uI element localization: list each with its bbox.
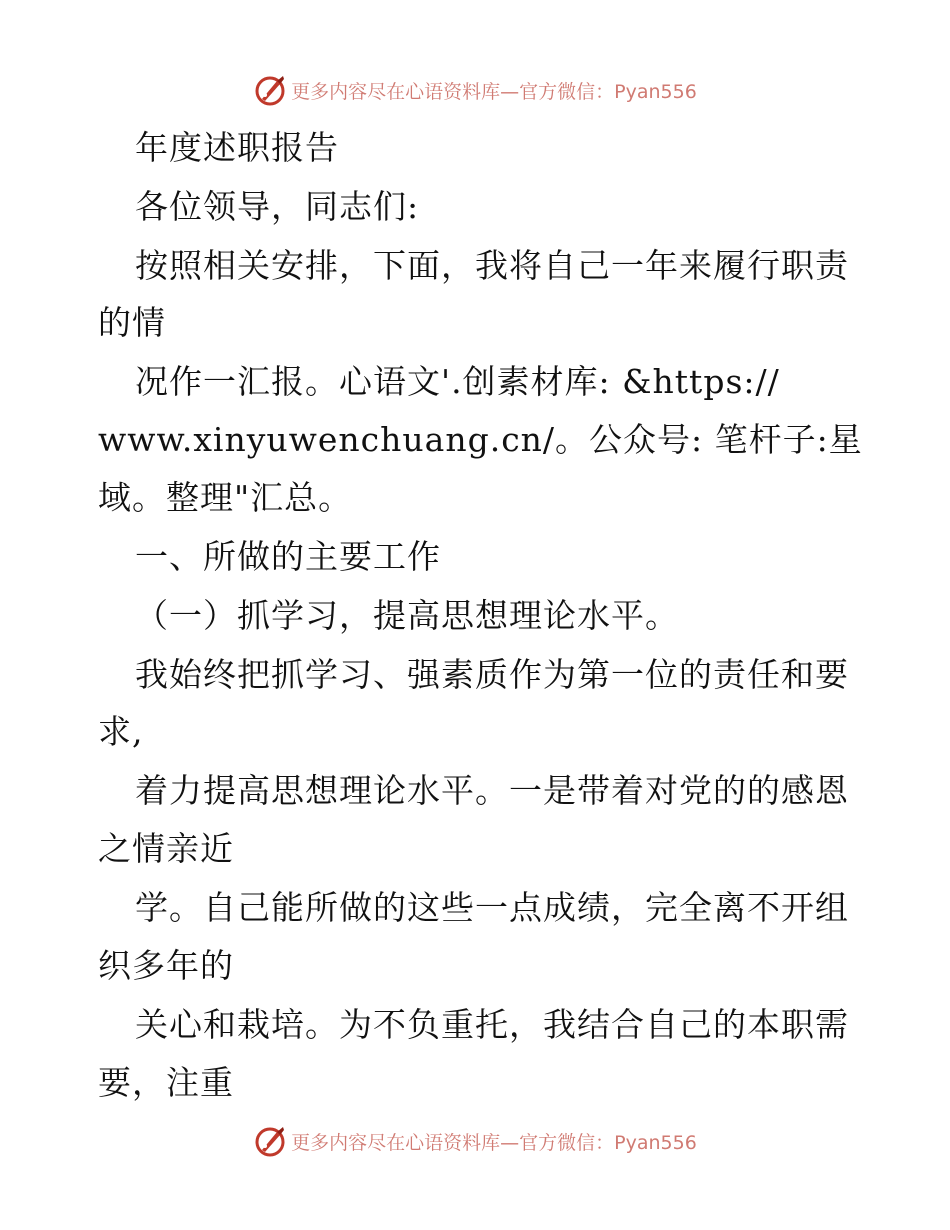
doc-line: 按照相关安排，下面，我将自己一年来履行职责 bbox=[135, 246, 849, 285]
doc-line: 之情亲近 bbox=[98, 829, 234, 868]
doc-line: 求, bbox=[98, 712, 144, 751]
quill-pen-logo-icon bbox=[253, 1124, 287, 1158]
doc-line: 着力提高思想理论水平。一是带着对党的的感恩 bbox=[135, 771, 849, 810]
doc-line: 学。自己能所做的这些一点成绩，完全离不开组 bbox=[135, 888, 849, 927]
doc-line: 我始终把抓学习、强素质作为第一位的责任和要 bbox=[135, 655, 849, 694]
doc-line: 况作一汇报。心语文'.创素材库: &https:// bbox=[135, 362, 780, 401]
doc-line: 域。整理"汇总。 bbox=[98, 478, 353, 517]
doc-line: 关心和栽培。为不负重托，我结合自己的本职需 bbox=[135, 1005, 849, 1044]
doc-line: 织多年的 bbox=[98, 946, 234, 985]
doc-line: www.xinyuwenchuang.cn/。公众号: 笔杆子:星 bbox=[98, 420, 863, 459]
quill-pen-logo-icon bbox=[253, 73, 287, 107]
doc-subsection-heading: （一）抓学习，提高思想理论水平。 bbox=[135, 596, 679, 635]
header-banner bbox=[0, 70, 950, 110]
footer-banner bbox=[0, 1121, 950, 1161]
doc-title: 年度述职报告 bbox=[135, 128, 339, 167]
footer-banner-text: 更多内容尽在心语资料库—官方微信：Pyan556 bbox=[291, 1131, 697, 1154]
doc-line: 的情 bbox=[98, 303, 166, 342]
doc-greeting: 各位领导，同志们: bbox=[135, 187, 420, 226]
doc-line: 要，注重 bbox=[98, 1063, 234, 1102]
doc-section-heading: 一、所做的主要工作 bbox=[135, 537, 441, 576]
header-banner-text: 更多内容尽在心语资料库—官方微信：Pyan556 bbox=[291, 80, 697, 103]
